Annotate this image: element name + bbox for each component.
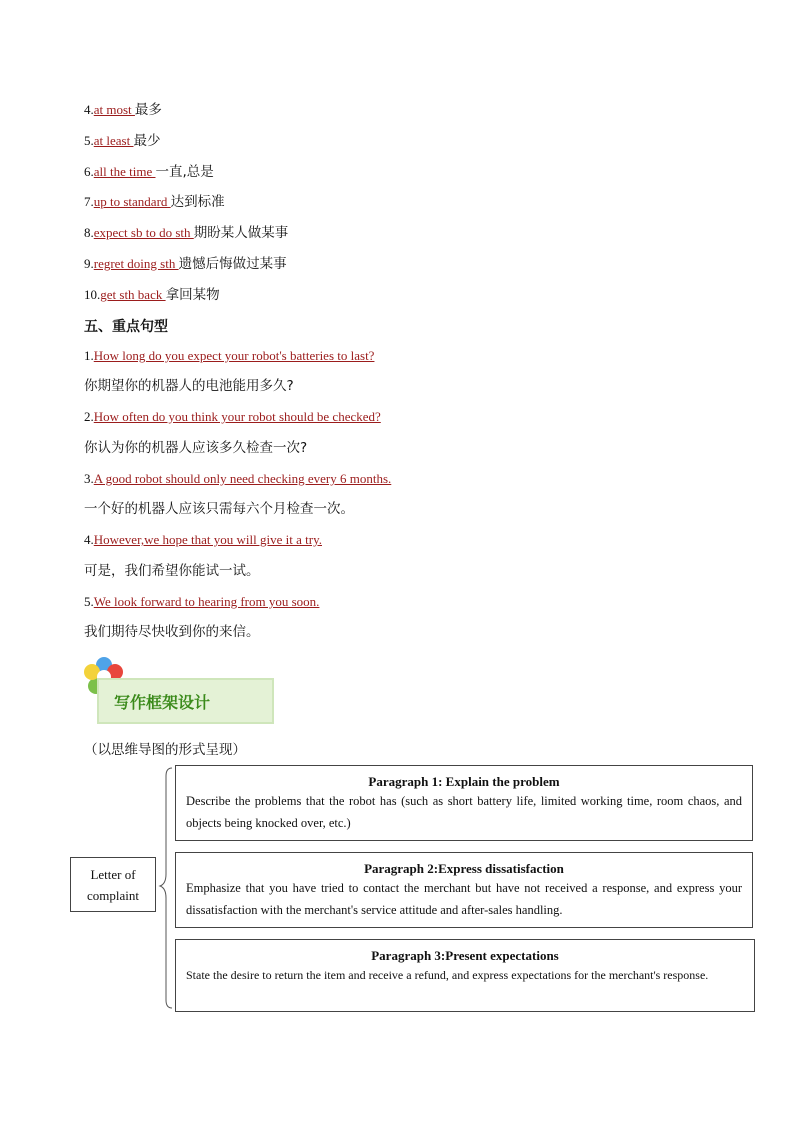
phrase-item bbox=[84, 286, 220, 305]
root-label: Letter of complaint bbox=[87, 866, 139, 903]
sentence-chinese: 可是，我们希望你能试一试。 bbox=[84, 563, 260, 579]
sentence-number: 3. bbox=[84, 471, 94, 486]
phrase-number: 4. bbox=[84, 102, 94, 117]
paragraph-body: Describe the problems that the robot has (such as short battery life, limited working time, room chaos, and objects being knocked over, etc.) bbox=[186, 794, 742, 830]
phrase-english: get sth back bbox=[100, 287, 166, 302]
sentence-english: However,we hope that you will give it a try. bbox=[93, 532, 322, 547]
sentence-chinese: 我们期待尽快收到你的来信。 bbox=[84, 624, 260, 640]
sentence-english: We look forward to hearing from you soon. bbox=[93, 594, 320, 609]
phrase-chinese: 拿回某物 bbox=[165, 287, 220, 303]
phrase-english: regret doing sth bbox=[93, 256, 179, 271]
phrase-number: 5. bbox=[84, 133, 94, 148]
phrase-english: at least bbox=[93, 133, 134, 148]
phrase-item bbox=[84, 101, 162, 120]
phrase-chinese: 最少 bbox=[133, 133, 161, 149]
sentence-number: 5. bbox=[84, 594, 94, 609]
badge-title: 写作框架设计 bbox=[114, 693, 211, 712]
phrase-english: up to standard bbox=[93, 194, 171, 209]
section-badge bbox=[82, 655, 276, 727]
sentence-chinese: 一个好的机器人应该只需每六个月检查一次。 bbox=[84, 501, 354, 517]
frame-subtitle: （以思维导图的形式呈现） bbox=[84, 742, 246, 758]
sentence-chinese: 你期望你的机器人的电池能用多久? bbox=[84, 378, 294, 394]
sentence-english-line bbox=[84, 347, 374, 366]
phrase-number: 8. bbox=[84, 225, 94, 240]
sentence-english: A good robot should only need checking every 6 months. bbox=[93, 471, 392, 486]
sentence-english-line bbox=[84, 408, 381, 427]
phrase-chinese: 遗憾后悔做过某事 bbox=[178, 256, 287, 272]
section-title: 五、重点句型 bbox=[84, 319, 168, 335]
phrase-english: expect sb to do sth bbox=[93, 225, 194, 240]
phrase-item bbox=[84, 193, 225, 212]
sentence-english-line bbox=[84, 531, 322, 550]
sentence-chinese: 你认为你的机器人应该多久检查一次? bbox=[84, 440, 308, 456]
paragraph-box bbox=[175, 765, 753, 841]
paragraph-box bbox=[175, 939, 755, 1012]
paragraph-title: Paragraph 3:Present expectations bbox=[371, 948, 559, 963]
sentence-english: How long do you expect your robot's batteries to last? bbox=[93, 348, 375, 363]
badge-box bbox=[97, 678, 274, 724]
phrase-chinese: 期盼某人做某事 bbox=[193, 225, 289, 241]
sentence-english: How often do you think your robot should be checked? bbox=[93, 409, 381, 424]
paragraph-title: Paragraph 2:Express dissatisfaction bbox=[364, 861, 564, 876]
phrase-item bbox=[84, 163, 214, 182]
sentence-number: 4. bbox=[84, 532, 94, 547]
phrase-number: 10. bbox=[84, 287, 101, 302]
phrase-chinese: 最多 bbox=[134, 102, 162, 118]
phrase-number: 9. bbox=[84, 256, 94, 271]
paragraph-body: Emphasize that you have tried to contact the merchant but have not received a response, and express your dissatisfaction with the merchant's service attitude and after-sales handling. bbox=[186, 881, 742, 917]
phrase-number: 6. bbox=[84, 164, 94, 179]
sentence-number: 2. bbox=[84, 409, 94, 424]
phrase-item bbox=[84, 255, 287, 274]
phrase-item bbox=[84, 224, 288, 243]
sentence-english-line bbox=[84, 593, 319, 612]
mindmap-root-node bbox=[70, 857, 156, 912]
paragraph-box bbox=[175, 852, 753, 928]
paragraph-body: State the desire to return the item and receive a refund, and express expectations for the merchant's response. bbox=[186, 968, 709, 982]
phrase-chinese: 达到标准 bbox=[170, 194, 225, 210]
phrase-item bbox=[84, 132, 160, 151]
phrase-english: all the time bbox=[93, 164, 156, 179]
paragraph-title: Paragraph 1: Explain the problem bbox=[368, 774, 560, 789]
phrase-number: 7. bbox=[84, 194, 94, 209]
phrase-chinese: 一直,总是 bbox=[155, 164, 214, 180]
sentence-english-line bbox=[84, 470, 391, 489]
phrase-english: at most bbox=[93, 102, 135, 117]
sentence-number: 1. bbox=[84, 348, 94, 363]
